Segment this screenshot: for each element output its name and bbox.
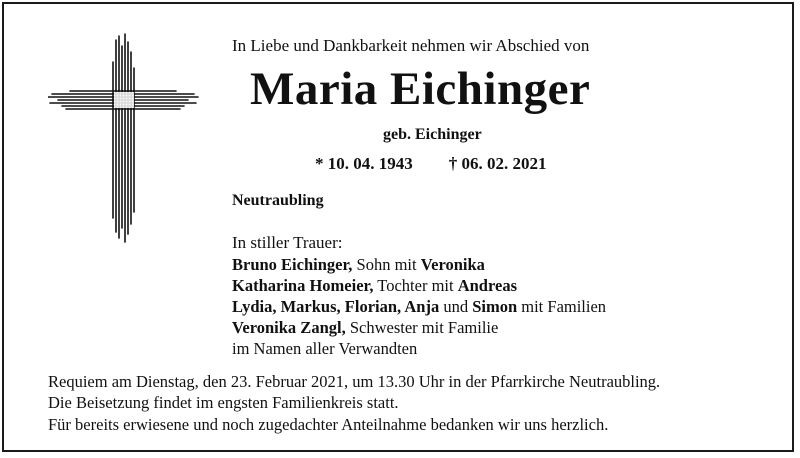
place-name: Neutraubling	[232, 192, 324, 209]
requiem-line: Requiem am Dienstag, den 23. Februar 2021, um 13.30 Uhr in der Pfarrkirche Neutraubling.	[48, 372, 661, 391]
thanks-line: Für bereits erwiesene und noch zugedachter Anteilnahme bedanken wir uns herzlich.	[48, 415, 609, 434]
birth-date: * 10. 04. 1943	[315, 154, 413, 173]
cross-icon	[48, 32, 200, 244]
obituary-card	[2, 2, 794, 452]
mourner-line: Bruno Eichinger, Sohn mit Veronika	[232, 255, 485, 274]
mourning-title: In stiller Trauer:	[232, 233, 343, 252]
mourner-line: Lydia, Markus, Florian, Anja und Simon mit Familien	[232, 297, 607, 316]
mourner-line: Veronika Zangl, Schwester mit Familie	[232, 318, 499, 337]
footer-text	[48, 372, 660, 436]
deceased-name: Maria Eichinger	[250, 63, 591, 115]
life-dates	[315, 154, 547, 174]
intro-text: In Liebe und Dankbarkeit nehmen wir Abschied von	[232, 36, 590, 55]
death-date: † 06. 02. 2021	[448, 154, 547, 173]
birth-name: geb. Eichinger	[383, 126, 482, 143]
mourner-line: im Namen aller Verwandten	[232, 339, 418, 358]
mourners-list	[232, 254, 606, 359]
mourner-line: Katharina Homeier, Tochter mit Andreas	[232, 276, 517, 295]
burial-line: Die Beisetzung findet im engsten Familienkreis statt.	[48, 392, 399, 412]
